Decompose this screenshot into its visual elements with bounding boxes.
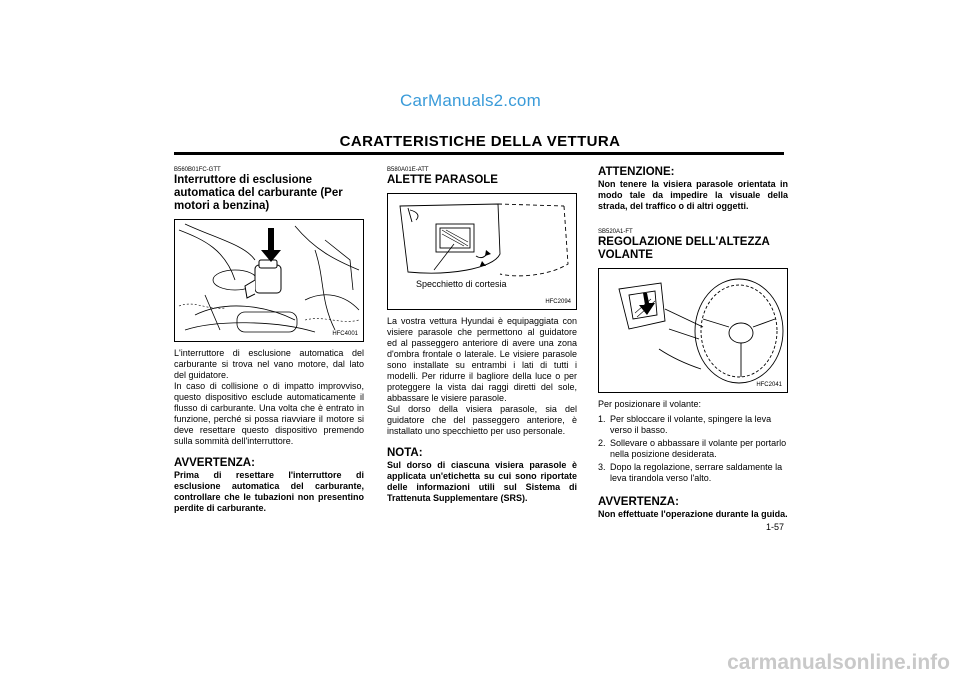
warning-title: AVVERTENZA:: [174, 457, 255, 469]
body-paragraph: La vostra vettura Hyundai è equipaggiata con visiere parasole che permettono al guidatore ed al passeggero anteriore di avere una zona d'ombra frontale o laterale. Le visiere parasole sono installate su entrambi i lati di tutti i modelli. Per ridurre il bagliore della luce o per proteggere la vista dai raggi diretti del sole, abbassare le visiere parasole. Sul dorso della visiera parasole, sia del guidatore che del passeggero anteriore, è installato uno specchietto per uso personale.: [387, 316, 577, 436]
section-title: Interruttore di esclusione automatica del carburante (Per motori a benzina): [174, 174, 343, 212]
attention-text: Non tenere la visiera parasole orientata in modo tale da impedire la visuale della strada, del traffico o di altri oggetti.: [598, 179, 788, 211]
section-code: SB520A1-FT: [598, 229, 633, 235]
intro-text: Per posizionare il volante:: [598, 399, 702, 409]
list-item: [598, 462, 788, 484]
column-fuel-cutoff: [174, 166, 364, 514]
watermark-top[interactable]: CarManuals2.com: [400, 91, 541, 110]
figure-code: HFC2094: [545, 299, 571, 305]
sun-visor-illustration: [388, 194, 576, 309]
watermark-bottom[interactable]: carmanualsonline.info: [727, 651, 950, 674]
warning-title: AVVERTENZA:: [598, 496, 679, 508]
step-text: Sollevare o abbassare il volante per portarlo nella posizione desiderata.: [610, 438, 787, 459]
fuel-cutoff-switch-figure: [174, 219, 364, 342]
page-header-title: CARATTERISTICHE DELLA VETTURA: [339, 133, 621, 150]
step-text: Per sbloccare il volante, spingere la leva verso il basso.: [610, 414, 772, 435]
note-text: Sul dorso di ciascuna visiera parasole è applicata un'etichetta su cui sono riportate delle informazioni utili sul Sistema di Trattenuta Supplementare (SRS).: [387, 460, 577, 503]
engine-bay-illustration: [175, 220, 363, 341]
column-sun-visors: [387, 166, 577, 504]
steering-wheel-illustration: [599, 269, 787, 392]
section-title: REGOLAZIONE DELL'ALTEZZA VOLANTE: [598, 236, 770, 261]
page-number: 1-57: [766, 522, 785, 532]
figure-code: HFC4001: [332, 331, 358, 337]
figure-label-courtesy-mirror: Specchietto di cortesia: [416, 279, 507, 289]
step-text: Dopo la regolazione, serrare saldamente la leva tirandola verso l'alto.: [610, 462, 783, 483]
note-title: NOTA:: [387, 447, 423, 459]
section-title: ALETTE PARASOLE: [387, 174, 498, 186]
step-number: 1.: [598, 414, 606, 424]
attention-title: ATTENZIONE:: [598, 166, 675, 178]
section-code: B560B01FC-GTT: [174, 167, 221, 173]
step-number: 3.: [598, 462, 606, 472]
list-item: [598, 438, 788, 460]
list-item: [598, 414, 788, 436]
column-steering-tilt: [598, 166, 788, 520]
steps-list: [598, 414, 788, 484]
warning-text: Prima di resettare l'interruttore di esclusione automatica del carburante, controllare che le tubazioni non presentino perdite di carburante.: [174, 470, 364, 513]
body-paragraph: L'interruttore di esclusione automatica del carburante si trova nel vano motore, dal lato del guidatore. In caso di collisione o di impatto improvviso, questo dispositivo esclude automaticamente il flusso di carburante. Una volta che è entrato in funzione, perché si possa riavviare il motore si deve resettare questo dispositivo premendo sulla sommità dell'interruttore.: [174, 348, 364, 446]
sun-visor-figure: [387, 193, 577, 310]
figure-code: HFC2041: [756, 382, 782, 388]
warning-text: Non effettuate l'operazione durante la guida.: [598, 509, 788, 519]
steering-wheel-figure: [598, 268, 788, 393]
step-number: 2.: [598, 438, 606, 448]
header-rule: [174, 152, 784, 155]
section-code: B580A01E-ATT: [387, 167, 429, 173]
